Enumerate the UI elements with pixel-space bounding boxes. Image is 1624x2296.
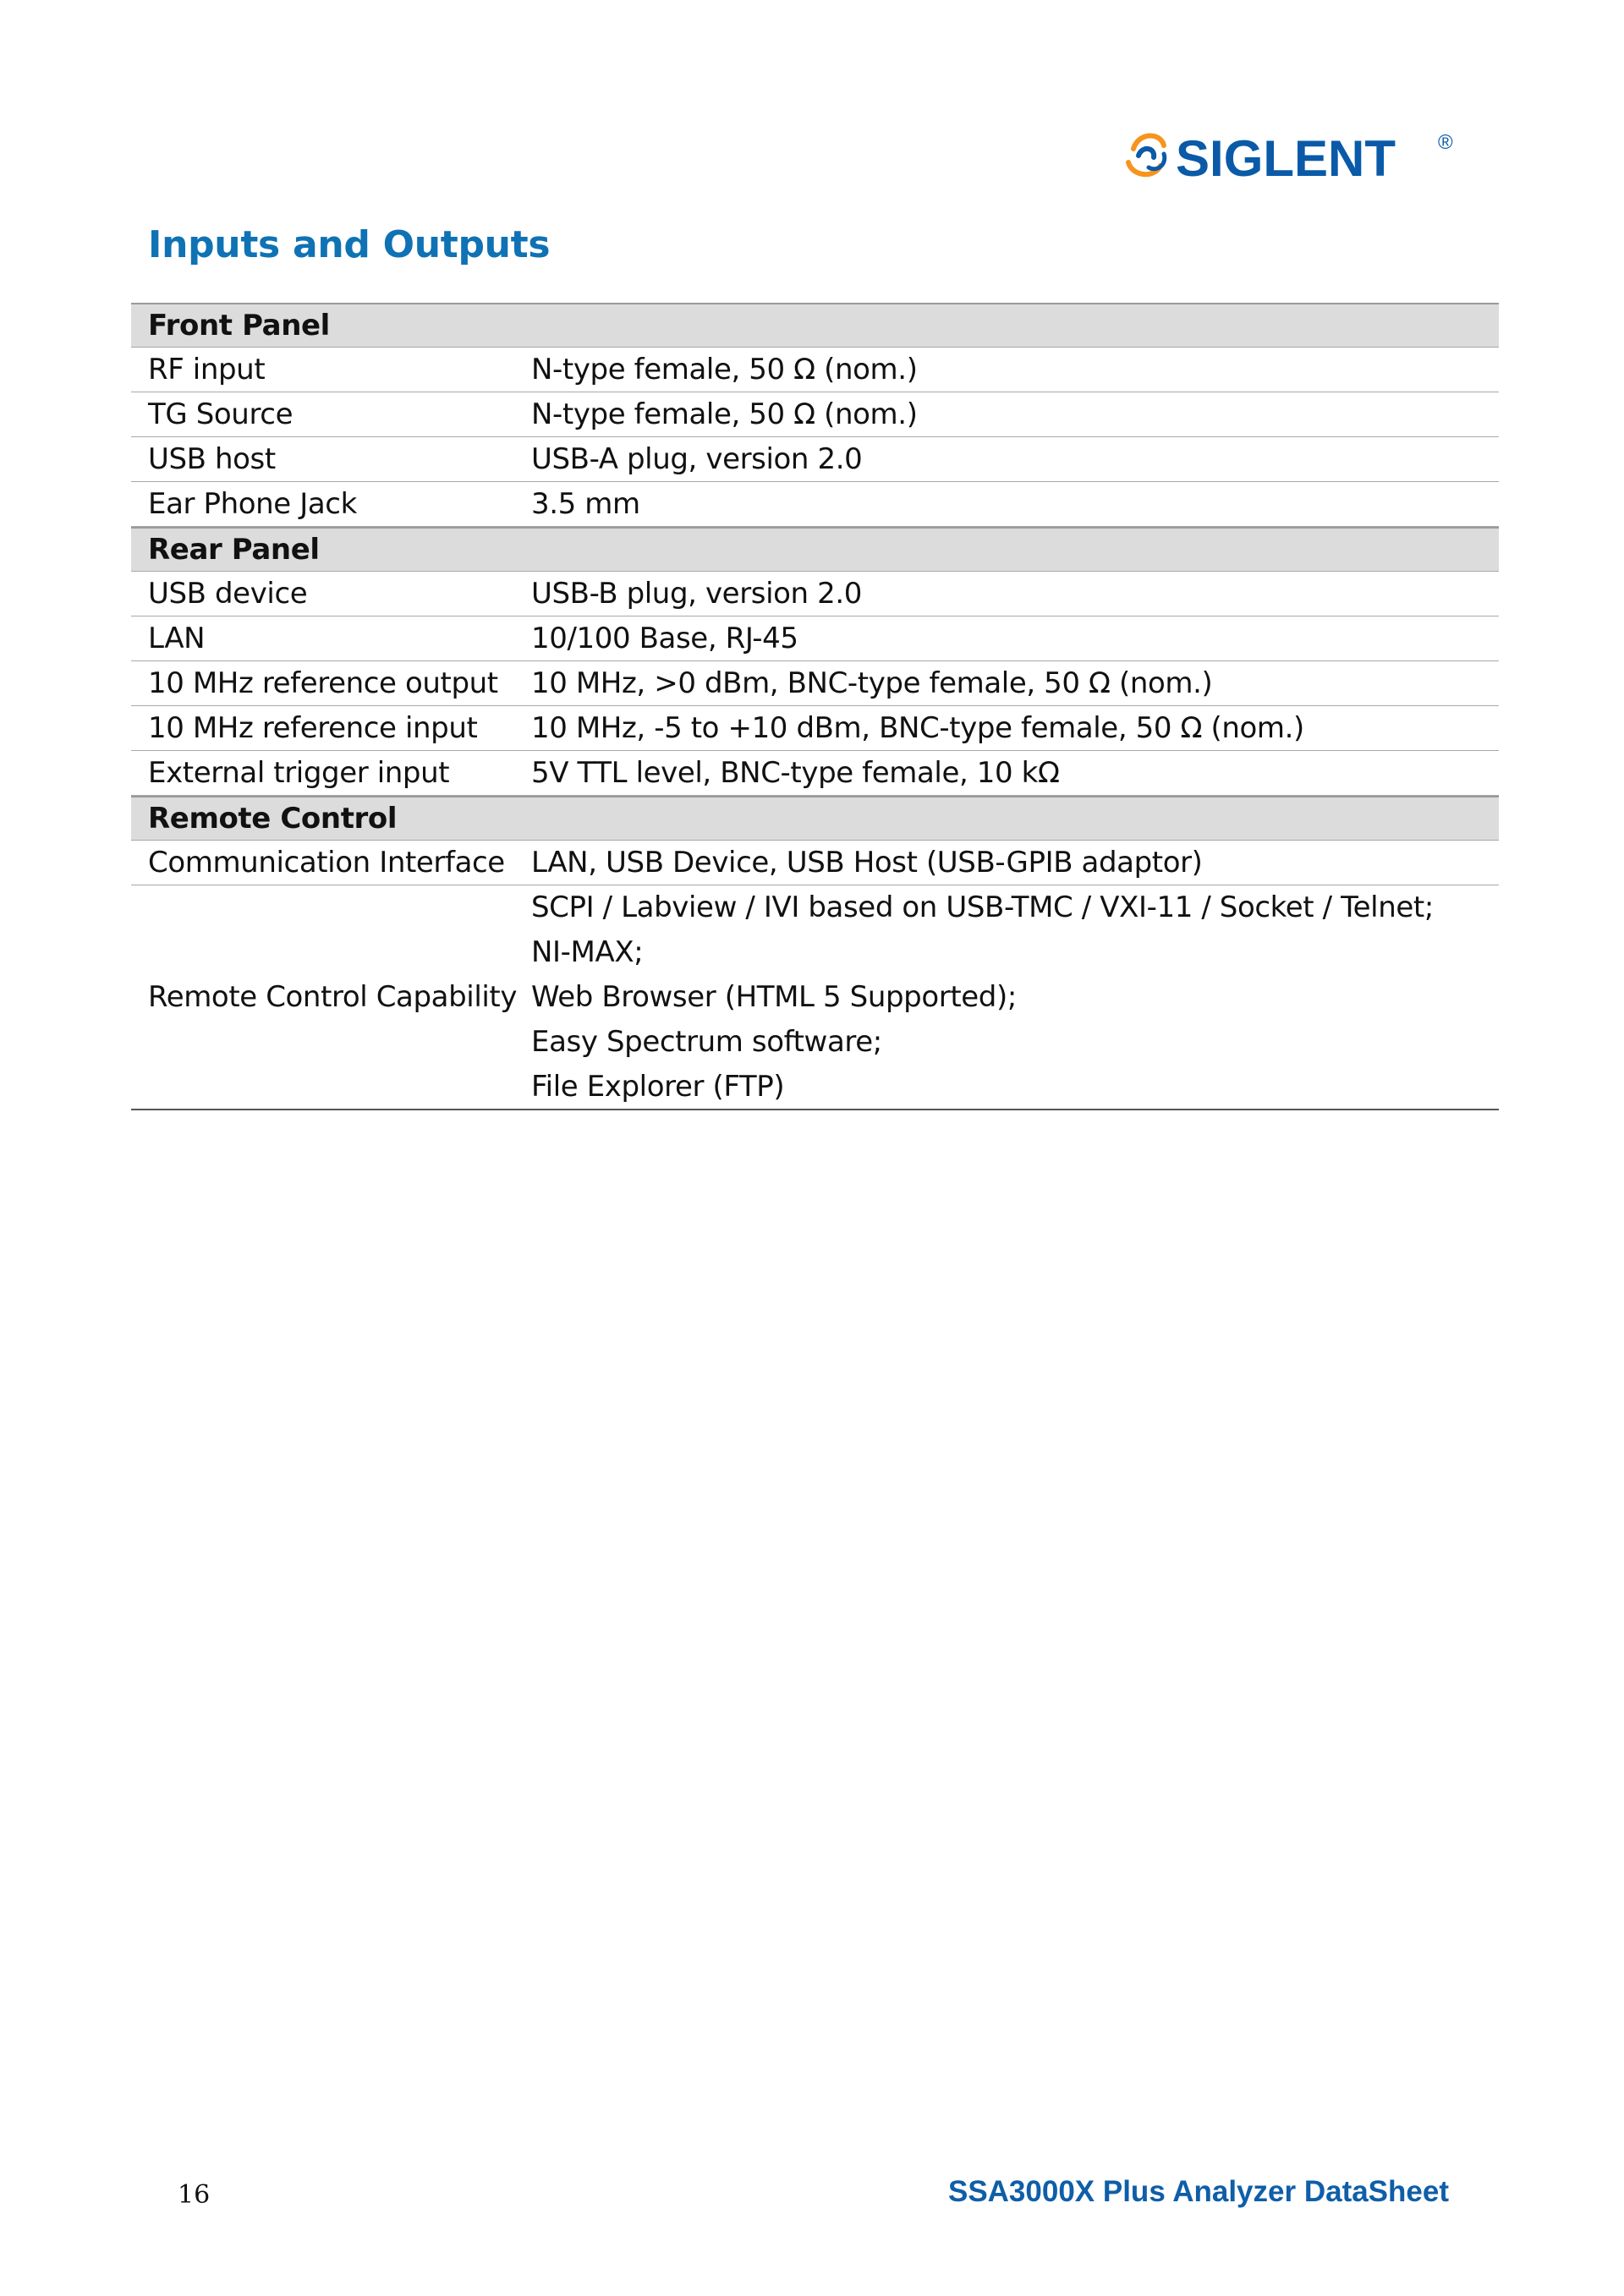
row-value: USB-B plug, version 2.0	[531, 577, 862, 611]
row-value: 10 MHz, >0 dBm, BNC-type female, 50 Ω (nom.)	[531, 666, 1213, 700]
page-heading: Inputs and Outputs	[148, 223, 551, 266]
row-value: 5V TTL level, BNC-type female, 10 kΩ	[531, 756, 1060, 790]
row-label: USB host	[148, 442, 276, 476]
table-row	[131, 348, 1499, 392]
section-header-rear-panel: Rear Panel	[131, 527, 1499, 572]
row-label: Communication Interface	[148, 846, 505, 879]
capability-line: Easy Spectrum software;	[531, 1024, 882, 1059]
row-value: LAN, USB Device, USB Host (USB-GPIB adaptor)	[531, 846, 1203, 879]
row-value: N-type female, 50 Ω (nom.)	[531, 397, 918, 431]
capability-line: SCPI / Labview / IVI based on USB-TMC / VXI-11 / Socket / Telnet;	[531, 890, 1434, 924]
siglent-logo-graphic	[1123, 123, 1462, 188]
row-label: 10 MHz reference input	[148, 711, 478, 745]
table-row	[131, 706, 1499, 751]
capability-line: Web Browser (HTML 5 Supported);	[531, 979, 1017, 1014]
registered-mark: ®	[1438, 131, 1453, 154]
table-row	[131, 661, 1499, 706]
row-value: 3.5 mm	[531, 487, 640, 521]
capability-line: NI-MAX;	[531, 934, 644, 969]
siglent-swirl-icon	[1128, 135, 1165, 174]
table-row	[131, 437, 1499, 482]
row-value: 10 MHz, -5 to +10 dBm, BNC-type female, 50 Ω (nom.)	[531, 711, 1304, 745]
footer-document-title: SSA3000X Plus Analyzer DataSheet	[947, 2175, 1449, 2208]
row-value: 10/100 Base, RJ-45	[531, 622, 798, 655]
row-label: RF input	[148, 353, 266, 386]
row-label: 10 MHz reference output	[148, 666, 498, 700]
table-row-remote-control-capability	[131, 885, 1499, 1110]
section-header-front-panel: Front Panel	[131, 303, 1499, 348]
row-value-lines	[531, 885, 1499, 1109]
row-label: USB device	[148, 577, 308, 611]
table-row	[131, 841, 1499, 885]
row-value: USB-A plug, version 2.0	[531, 442, 863, 476]
row-label: TG Source	[148, 397, 294, 431]
table-row	[131, 751, 1499, 796]
row-label: External trigger input	[148, 756, 450, 790]
row-value: N-type female, 50 Ω (nom.)	[531, 353, 918, 386]
capability-line: File Explorer (FTP)	[531, 1069, 785, 1104]
row-label: Remote Control Capability	[148, 980, 518, 1014]
table-row	[131, 572, 1499, 616]
row-label: LAN	[148, 622, 206, 655]
io-spec-table	[131, 303, 1499, 1110]
table-row	[131, 392, 1499, 437]
siglent-wordmark: SIGLENT	[1176, 130, 1396, 187]
row-label: Ear Phone Jack	[148, 487, 357, 521]
page-number: 16	[178, 2180, 211, 2210]
section-header-remote-control: Remote Control	[131, 796, 1499, 841]
table-row	[131, 482, 1499, 527]
siglent-logo	[1123, 123, 1462, 188]
table-row	[131, 616, 1499, 661]
